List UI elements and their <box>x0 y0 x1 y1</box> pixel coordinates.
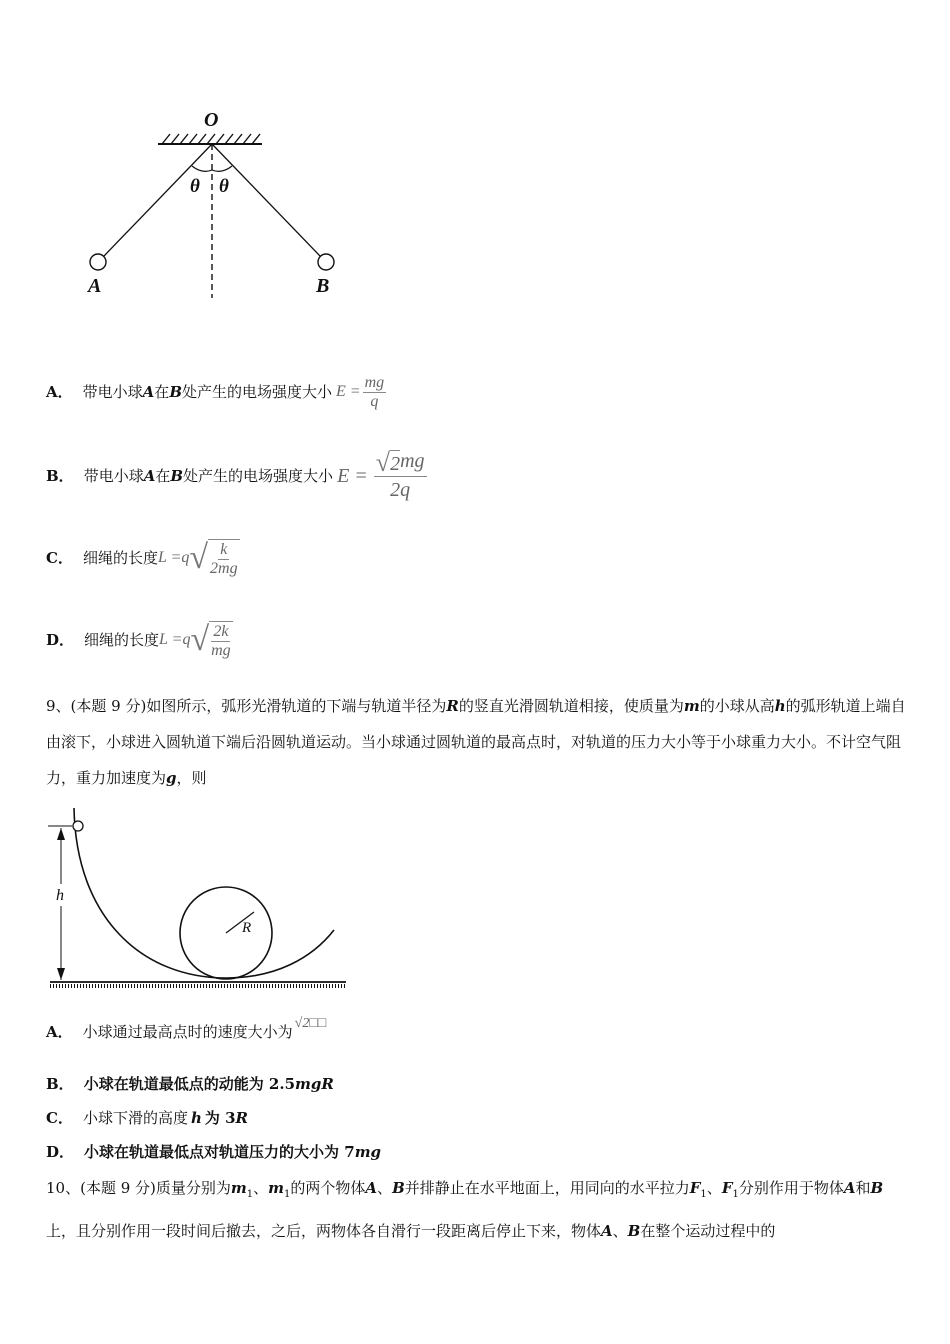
formula-l-sqrt-2k-mg: L =q √ $\frac{2k}{mg}$ <box>159 621 231 659</box>
figure-charged-pendulums <box>80 100 370 305</box>
q9-option-a: A． 小球通过最高点时的速度大小为 √2□□ <box>46 1016 327 1041</box>
formula-e-sqrt2mg-2q: E = √ 2 mg 2q <box>337 447 425 501</box>
label-a: A <box>88 275 102 297</box>
ball-a <box>90 254 106 270</box>
ceiling-hatch <box>162 134 260 144</box>
q9-option-d: D． 小球在轨道最低点对轨道压力的大小为 7mg <box>46 1143 382 1161</box>
label-r: R <box>242 920 252 936</box>
q9-option-c: C． 小球下滑的高度 h 为 3R <box>46 1109 249 1127</box>
string-b <box>212 144 320 256</box>
q8-option-d: D． 细绳的长度 L =q √ $\frac{2k}{mg}$ <box>46 621 231 659</box>
ball <box>73 821 83 831</box>
q9-stem: 9、(本题 9 分)如图所示，弧形光滑轨道的下端与轨道半径为R的竖直光滑圆轨道相接，使质量为m的小球从高h的弧形轨道上端自由滚下，小球进入圆轨道下端后沿圆轨道运动。当小球通过圆轨道的最高点时，对轨道的压力大小等于小球重力大小。不计空气阻力，重力加速度为g，则 <box>46 697 906 787</box>
height-arrow-bottom <box>57 968 65 980</box>
label-theta-right: θ <box>219 176 229 197</box>
q10-stem: 10、(本题 9 分)质量分别为$m_1$、$m_1$的两个物体A、B并排静止在水平地面上，用同向的水平拉力$F_1$、$F_1$分别作用于物体A和B上，且分别作用一段时间后撤去，之后，两物体各自滑行一段距离后停止下来，物体A、B在整个运动过程中的 <box>46 1179 884 1240</box>
q9-option-b: B． 小球在轨道最低点的动能为 2.5mgR <box>46 1075 334 1093</box>
q8-option-c: C． 细绳的长度 L =q √ $\frac{k}{2mg}$ <box>46 539 238 577</box>
formula-e-mg-q: E = $\frac{mg}{q}$ <box>336 373 385 410</box>
figure-loop-track <box>44 800 354 1000</box>
angle-arc-left <box>192 166 212 171</box>
q8-option-b: B． 带电小球 A 在 B 处产生的电场强度大小 E = √ 2 mg 2q <box>46 447 425 501</box>
q8-option-a: A． 带电小球 A 在 B 处产生的电场强度大小 E = $\frac{mg}{q}$ <box>46 373 385 410</box>
label-o: O <box>204 109 219 131</box>
angle-arc-right <box>212 166 232 171</box>
ball-b <box>318 254 334 270</box>
string-a <box>104 144 212 256</box>
formula-l-sqrt-k-2mg: L =q √ $\frac{k}{2mg}$ <box>157 539 238 577</box>
label-b: B <box>316 275 330 297</box>
label-h: h <box>56 887 64 904</box>
label-theta-left: θ <box>190 176 200 197</box>
formula-broken-sqrt: √2□□ <box>294 1016 327 1031</box>
height-arrow-top <box>57 828 65 840</box>
